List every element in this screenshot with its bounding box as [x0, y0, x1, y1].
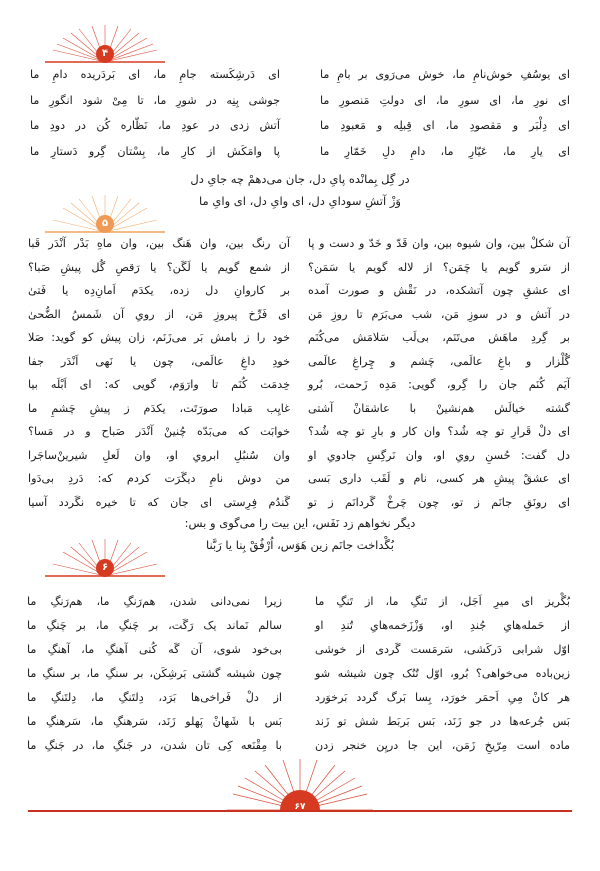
verse-line: بُگْریز ای میرِ اَجَل، از تَنگِ ما، از تَنگِ ما: [315, 595, 570, 608]
verse-line: آن شکلْ بین، وان شیوه بین، وان قَدّ و خَدّ و دست و پا: [308, 237, 570, 250]
verse-line: سالم نَماند یک رَگَت، بر چَنگِ ما، بر چَنگِ ما: [27, 619, 282, 632]
verse-line: ای دَرشِکَسته جامِ ما، ای بَردَریده دامِ ما: [30, 68, 280, 81]
verse-line: وان سُنبُلِ ابرویِ او، وان لَعلِ شیرینْ‌ساجَرا: [28, 448, 290, 462]
verse-line: گُلْزار و باغِ عالَمی، چَشم و چِراغِ عالَمی: [308, 354, 570, 368]
verse-line: دل گفت: حُسنِ رویِ او، وان نَرگِسِ جادویِ او: [308, 448, 570, 462]
verse-line: زیرا نمی‌دانی شدن، هم‌رَنگِ ما، هم‌رَنگِ ما: [27, 595, 282, 608]
verse-line: بر کاروانِ دل زده، یکدَم اَمانِ‌دِه یا فَتیٰ: [28, 284, 290, 297]
verse-line: ای یوسُفِ خوش‌نامِ ما، خوش می‌رَوی بر بامِ ما: [320, 68, 570, 81]
verse-line: زین‌باده می‌خواهی؟ بُرو، اوّل تُنُک چون شیشه شو: [315, 667, 570, 680]
verse-line: هر کانْ مِیِ اَحمَر خورَد، بِسا بَرگ گردد بَرخوَرد: [315, 691, 570, 704]
verse-line: در گِل بِمانْده پایِ دل، جان می‌دهمْ چه جایِ دل: [190, 172, 410, 186]
verse-line: با مِقْنَعه کِی تان شدن، در جَنگِ ما، در جَنگِ ما: [27, 739, 282, 752]
verse-line: گشته خیالَش هم‌نشینْ با عاشقانْ آشتی: [308, 401, 570, 415]
verse-column-left: [28, 232, 290, 514]
section-number: ۵: [101, 218, 109, 229]
verse-line: ای نورِ ما، ای سورِ ما، ای دولتِ مَنصورِ ما: [320, 93, 570, 107]
verse-line: غایِب مَبادا صورَتَت، یکدَم ز پیشِ چَشمِ ما: [28, 401, 290, 415]
verse-line: من دوش نامِ دیگَرَت کردم که: دَردِ بی‌دَوا: [28, 472, 290, 485]
verse-line: چون شیشه گشتی بَرشِکَن، بر سنگِ ما، بر سنگِ ما: [27, 667, 282, 680]
verse-line: از شمع گویم یا لَگَن؟ یا رَقصِ گُل پیشِ صَبا؟: [28, 260, 290, 274]
verse-line: از حَمله‌هایِ جُندِ او، وَزْزَخمه‌هایِ تُندِ او: [315, 619, 570, 632]
verse-line: ای دِلْبَر و مَقصودِ ما، ای قِبلِه و مَعبودِ ما: [320, 119, 570, 133]
verse-column-right: [320, 62, 570, 164]
verse-line: خِدمَت کُنَم تا وارَوَم، گویی که: ای اَبْلَه بیا: [28, 378, 290, 391]
verse-line: ای عشقِ چون آتشکده، در نَقْش و صورت آمده: [308, 284, 570, 297]
verse-line: از دلْ فَراخی‌ها بَرَد، دِلتَنگِ ما، دِلتَنگِ ما: [27, 691, 282, 704]
verse-column-left: [27, 590, 282, 758]
verse-line: بَس جُرعه‌ها در جو زَنَد، بَس بَربَط شش تو زَند: [315, 715, 570, 728]
verse-line: ای عشقْ پیشِ هر کسی، نام و لَقَب داری بَسی: [308, 472, 570, 485]
sun-ornament-icon: [45, 538, 165, 582]
section-number: ۴: [101, 48, 109, 59]
verse-column-right: [308, 232, 570, 514]
verse-line: بُگْداخت جانَم زین هَوَس، اُرْفُقْ بِنا یا رَبَّنا: [206, 538, 394, 552]
verse-line: آتش زدی در عودِ ما، نَظّاره کُن در دودِ ما: [30, 119, 280, 133]
verse-line: در آتش و در سوزِ مَن، شب می‌بَرَم تا روزِ مَن: [308, 307, 570, 321]
verse-column-right: [315, 590, 570, 758]
verse-line: بی‌خود شوی، آن گَه کُنی آهنگِ ما، آهنگِ ما: [27, 643, 282, 656]
verse-line: خود را ز بامش بَر می‌زَنَم، زان پیش کو گوید: صَلا: [28, 331, 290, 344]
verse-line: اوّل شرابی دَرکَشی، سَرمَست گَردی از خوشی: [315, 643, 570, 656]
verse-line: ماده است مِرّیخِ زَمَن، این جا دریِن خنجر زدن: [315, 739, 570, 752]
verse-line: آیَم کُنَم جان را گِرو، گویی: مَدِه زَحمت، بُرو: [308, 378, 570, 391]
verse-line: ای دلْ قَرارِ تو چه شُد؟ وان کار و بارِ تو چه شُد؟: [308, 425, 570, 438]
verse-line: ای یارِ ما، عَیّارِ ما، دامِ دلِ خَمّارِ ما: [320, 144, 570, 158]
verse-line: دیگر نخواهم زد نَفَس، این بیت را می‌گوی و بس:: [184, 516, 416, 530]
verse-line: وَزْ آتشِ سودایِ دل، ای وایِ دل، ای وایِ ما: [199, 194, 401, 208]
verse-line: آن رنگ بین، وان هَنگ بین، وان ماهِ بَدْر آنْدَر قَبا: [28, 237, 290, 250]
verse-line: پا وامَکَش از کارِ ما، بِسْتان گِرو دَستارِ ما: [30, 144, 280, 158]
verse-column-left: [30, 62, 280, 164]
verse-line: گَندُم فِرِستی ای جان که تا خیره نگَردد آسیا: [28, 495, 290, 509]
verse-line: بَس با شَهانْ پَهلو زَنَد، سَرهنگِ ما، سَرهنگِ ما: [27, 715, 282, 728]
page-number: ۶۷: [294, 802, 306, 812]
verse-line: ای رونَقِ جانَم ز تو، چون چَرخْ گَردانَم ز تو: [308, 495, 570, 509]
verse-line: ای فَرِّخ پیروزِ مَن، از رویِ آن شَمسُ الضُّحیٰ: [28, 307, 290, 321]
verse-line: جوشی بِنِه در شورِ ما، تا مِیْ شود انگورِ ما: [30, 93, 280, 107]
verse-line: بر گِردِ ماهَش می‌تَنَم، بی‌لَب سَلامَش می‌کُنَم: [308, 331, 570, 344]
section-number: ۶: [101, 562, 109, 573]
verse-line: خودِ داغِ عالَمی، چون یا نَهی اَنْدَر جفا: [28, 354, 290, 368]
verse-line: خوابَت که می‌بَدّه چُنینْ آنْدَر صَباح و در مَسا؟: [28, 425, 290, 438]
verse-line: از سَرو گویم یا چَمَن؟ از لاله گویم یا سَمَن؟: [308, 260, 570, 274]
